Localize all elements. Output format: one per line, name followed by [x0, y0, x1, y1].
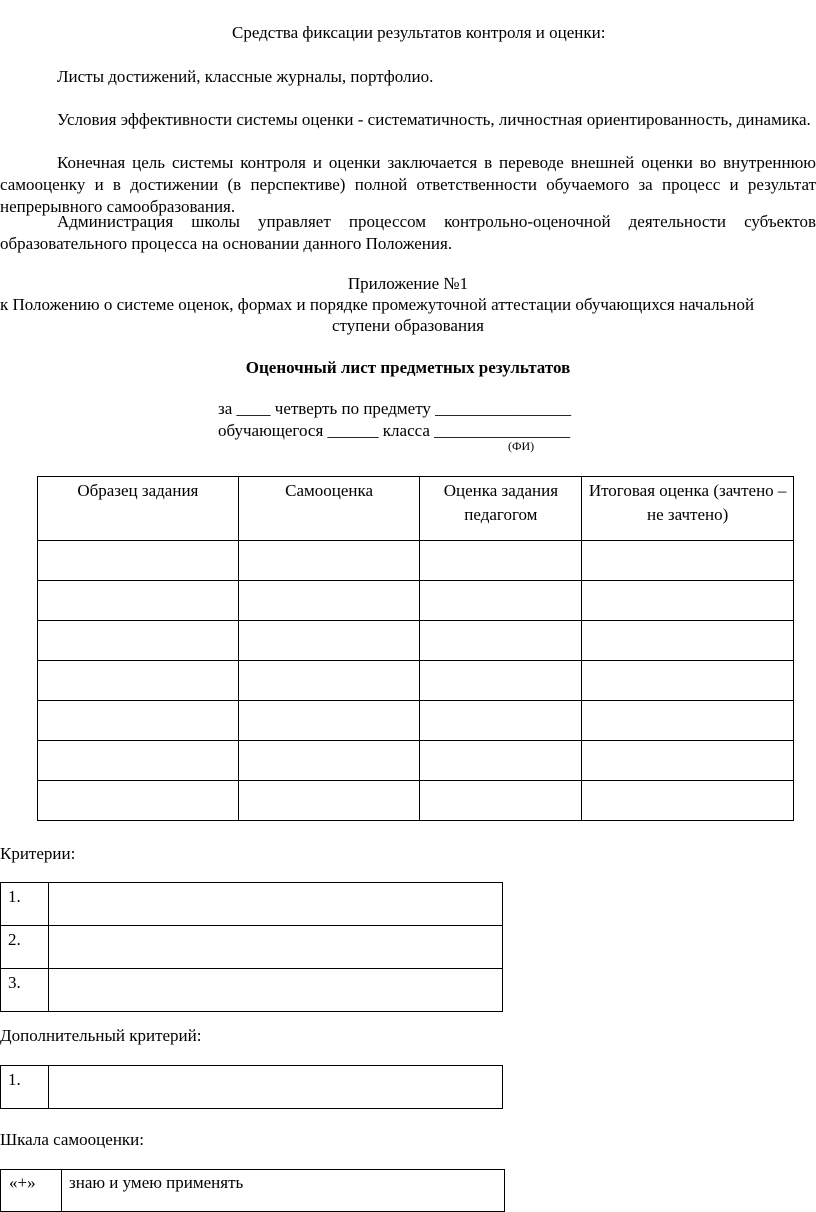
appendix-title: Приложение №1 [347, 274, 469, 293]
paragraph-admin-text: Администрация школы управляет процессом контрольно-оценочной деятельности субъектов образовательного процесса на основании данного Положения. [0, 212, 816, 253]
scale-label: Шкала самооценки: [0, 1130, 145, 1149]
extra-criteria-number: 1. [1, 1066, 49, 1109]
table-cell[interactable] [420, 661, 582, 701]
paragraph-sheets: Листы достижений, классные журналы, портфолио. [57, 67, 434, 86]
table-cell[interactable] [238, 701, 420, 741]
criteria-number: 2. [1, 926, 49, 969]
table-cell[interactable] [238, 621, 420, 661]
criteria-cell[interactable] [49, 883, 503, 926]
fi-label: (ФИ) [508, 439, 535, 453]
assessment-table-header [38, 477, 794, 541]
sheet-title: Оценочный лист предметных результатов [245, 358, 571, 377]
self-assessment-scale-table [0, 1169, 505, 1212]
table-cell[interactable] [582, 781, 794, 821]
table-cell[interactable] [420, 621, 582, 661]
paragraph-goal-text: Конечная цель системы контроля и оценки заключается в переводе внешней оценки во внутреннюю самооценку и в достижении (в перспективе) полной ответственности обучаемого за процесс и результат непрерывного самообразования. [0, 153, 816, 216]
table-cell[interactable] [582, 581, 794, 621]
table-row [38, 741, 794, 781]
table-cell[interactable] [420, 701, 582, 741]
criteria-cell[interactable] [49, 969, 503, 1012]
field-quarter-prefix: за [218, 399, 233, 418]
table-row [1, 1170, 505, 1212]
scale-description: знаю и умею применять [62, 1170, 505, 1212]
field-student-prefix: обучающегося [218, 421, 324, 440]
table-cell[interactable] [238, 581, 420, 621]
table-cell[interactable] [420, 741, 582, 781]
table-cell[interactable] [582, 661, 794, 701]
table-cell[interactable] [38, 541, 239, 581]
table-cell[interactable] [38, 741, 239, 781]
paragraph-conditions-text: Условия эффективности системы оценки - систематичность, личностная ориентированность, динамика. [57, 110, 811, 129]
column-header-teacher-assessment: Оценка задания педагогом [420, 477, 582, 541]
table-cell[interactable] [238, 781, 420, 821]
criteria-number: 3. [1, 969, 49, 1012]
column-header-self-assessment: Самооценка [238, 477, 420, 541]
table-cell[interactable] [420, 781, 582, 821]
table-cell[interactable] [38, 661, 239, 701]
paragraph-admin [0, 211, 816, 255]
appendix-subtitle-line2: ступени образования [331, 316, 484, 335]
table-cell[interactable] [582, 541, 794, 581]
extra-criteria-table [0, 1065, 503, 1109]
table-row [38, 621, 794, 661]
table-cell[interactable] [238, 541, 420, 581]
scale-mark: «+» [1, 1170, 62, 1212]
table-cell[interactable] [38, 621, 239, 661]
student-blank: ______ [327, 421, 379, 440]
table-row [1, 883, 503, 926]
table-cell[interactable] [582, 621, 794, 661]
table-row [38, 661, 794, 701]
extra-criteria-cell[interactable] [49, 1066, 503, 1109]
column-header-task-sample: Образец задания [38, 477, 239, 541]
table-cell[interactable] [238, 741, 420, 781]
field-quarter [218, 398, 571, 420]
paragraph-conditions [0, 109, 816, 131]
table-row [1, 969, 503, 1012]
field-student-middle: класса [382, 421, 430, 440]
table-cell[interactable] [38, 781, 239, 821]
table-cell[interactable] [420, 541, 582, 581]
table-row [1, 1066, 503, 1109]
table-row [1, 926, 503, 969]
criteria-table [0, 882, 503, 1012]
column-header-final-grade: Итоговая оценка (зачтено – не зачтено) [582, 477, 794, 541]
paragraph-goal [0, 152, 816, 218]
quarter-blank: ____ [236, 399, 271, 418]
table-cell[interactable] [582, 741, 794, 781]
table-row [38, 781, 794, 821]
table-cell[interactable] [38, 701, 239, 741]
table-row [38, 701, 794, 741]
class-blank: ________________ [434, 421, 571, 440]
assessment-table [37, 476, 794, 821]
criteria-label: Критерии: [0, 844, 76, 863]
criteria-cell[interactable] [49, 926, 503, 969]
criteria-number: 1. [1, 883, 49, 926]
field-quarter-middle: четверть по предмету [274, 399, 431, 418]
table-row [38, 581, 794, 621]
table-row [38, 541, 794, 581]
appendix-subtitle-line1: к Положению о системе оценок, формах и порядке промежуточной аттестации обучающихся начальной [0, 295, 755, 314]
heading-fixation-tools: Средства фиксации результатов контроля и оценки: [232, 23, 606, 42]
table-cell[interactable] [420, 581, 582, 621]
extra-criteria-label: Дополнительный критерий: [0, 1026, 202, 1045]
table-cell[interactable] [238, 661, 420, 701]
table-cell[interactable] [582, 701, 794, 741]
subject-blank: ________________ [435, 399, 572, 418]
table-cell[interactable] [38, 581, 239, 621]
